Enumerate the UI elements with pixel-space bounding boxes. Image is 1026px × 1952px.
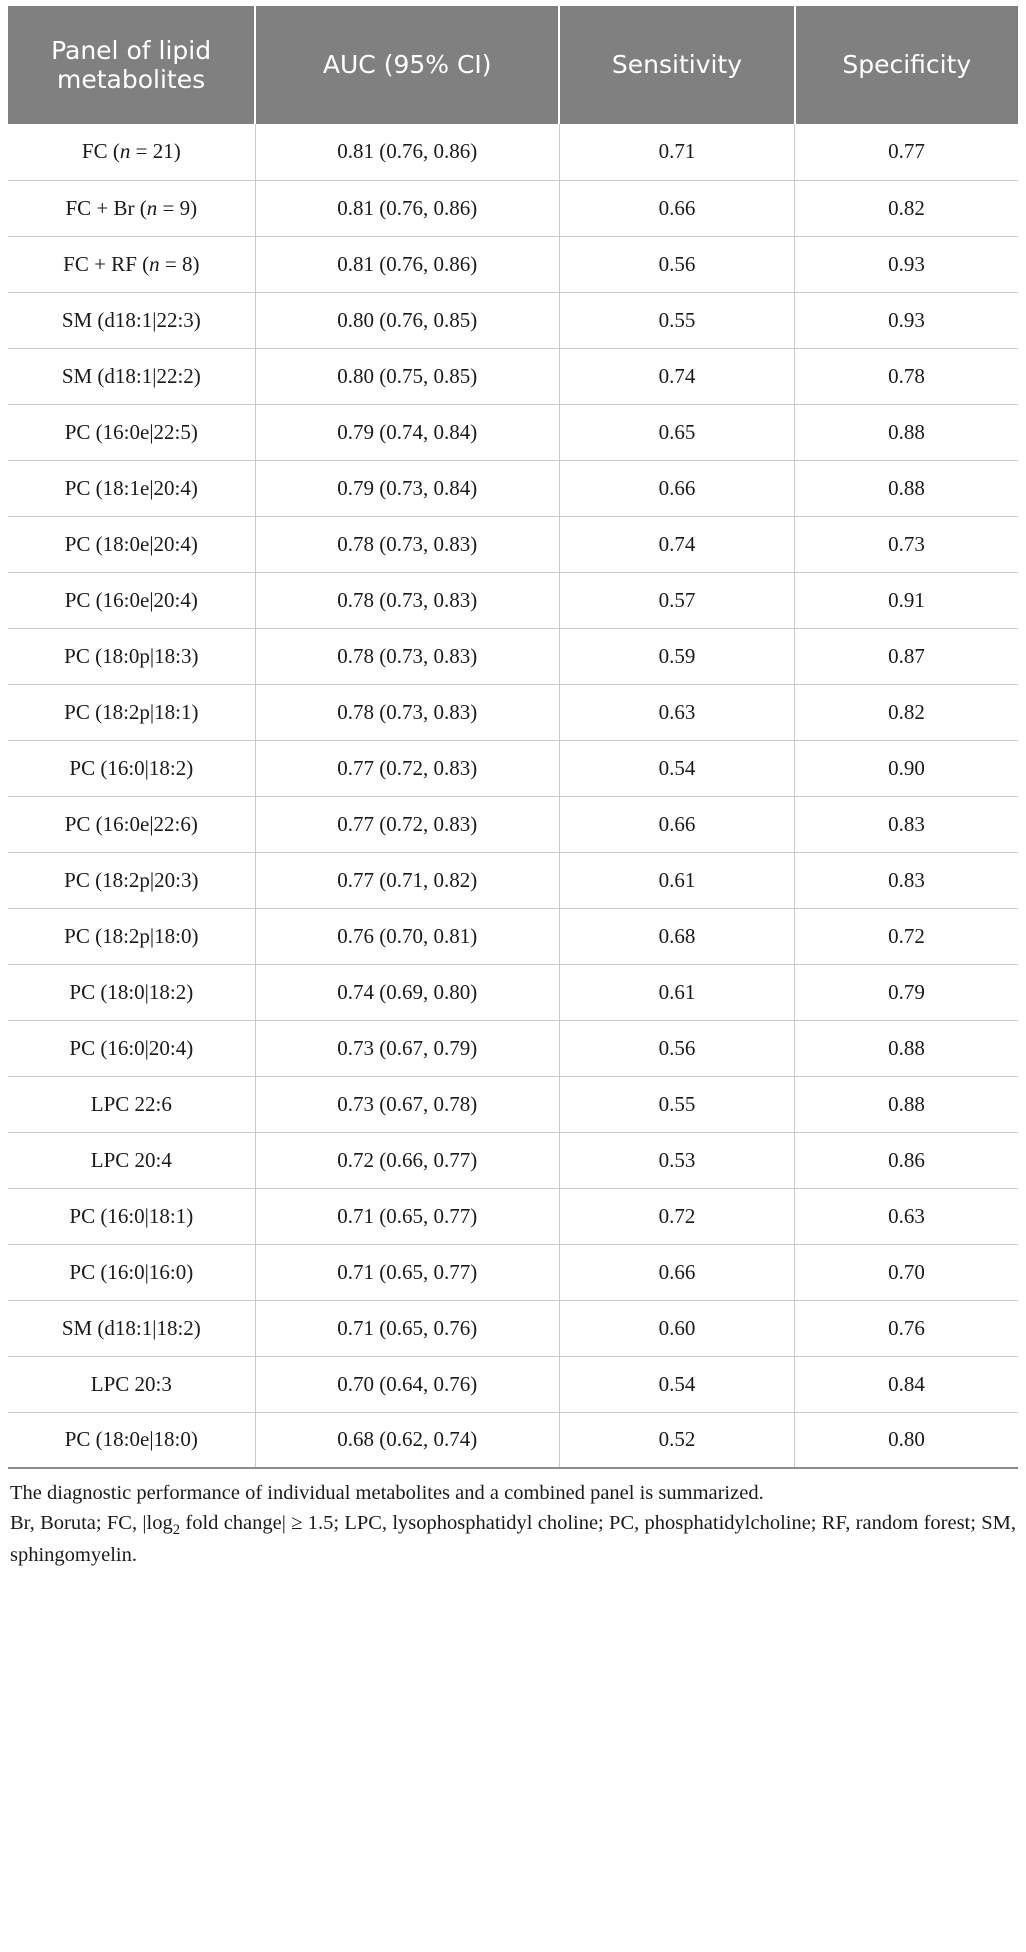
cell-metabolite: PC (16:0|20:4) bbox=[8, 1020, 255, 1076]
header-row bbox=[8, 6, 1018, 124]
cell-sensitivity: 0.57 bbox=[559, 572, 794, 628]
table-row bbox=[8, 516, 1018, 572]
cell-sensitivity: 0.61 bbox=[559, 964, 794, 1020]
table-row bbox=[8, 852, 1018, 908]
cell-specificity: 0.93 bbox=[795, 236, 1018, 292]
cell-specificity: 0.93 bbox=[795, 292, 1018, 348]
cell-metabolite: LPC 22:6 bbox=[8, 1076, 255, 1132]
cell-sensitivity: 0.56 bbox=[559, 236, 794, 292]
table-row bbox=[8, 964, 1018, 1020]
footnote-abbreviations bbox=[10, 1509, 1016, 1570]
cell-auc: 0.68 (0.62, 0.74) bbox=[255, 1412, 559, 1468]
cell-auc: 0.78 (0.73, 0.83) bbox=[255, 572, 559, 628]
cell-sensitivity: 0.71 bbox=[559, 124, 794, 180]
table-header bbox=[8, 6, 1018, 124]
cell-sensitivity: 0.72 bbox=[559, 1188, 794, 1244]
cell-auc: 0.77 (0.72, 0.83) bbox=[255, 796, 559, 852]
cell-sensitivity: 0.54 bbox=[559, 1356, 794, 1412]
table-body bbox=[8, 124, 1018, 1468]
table-row bbox=[8, 628, 1018, 684]
cell-specificity: 0.80 bbox=[795, 1412, 1018, 1468]
cell-metabolite: FC + Br (n = 9) bbox=[8, 180, 255, 236]
cell-metabolite: PC (16:0|18:2) bbox=[8, 740, 255, 796]
cell-specificity: 0.88 bbox=[795, 460, 1018, 516]
table-row bbox=[8, 1132, 1018, 1188]
cell-auc: 0.81 (0.76, 0.86) bbox=[255, 180, 559, 236]
cell-sensitivity: 0.55 bbox=[559, 1076, 794, 1132]
table-row bbox=[8, 1188, 1018, 1244]
cell-specificity: 0.86 bbox=[795, 1132, 1018, 1188]
cell-metabolite: PC (18:0|18:2) bbox=[8, 964, 255, 1020]
cell-specificity: 0.88 bbox=[795, 1076, 1018, 1132]
cell-metabolite: PC (18:0e|18:0) bbox=[8, 1412, 255, 1468]
cell-specificity: 0.76 bbox=[795, 1300, 1018, 1356]
lipid-metabolites-table bbox=[8, 6, 1018, 1469]
cell-auc: 0.80 (0.75, 0.85) bbox=[255, 348, 559, 404]
cell-metabolite: PC (18:2p|20:3) bbox=[8, 852, 255, 908]
cell-auc: 0.77 (0.72, 0.83) bbox=[255, 740, 559, 796]
footnote-abbrev-subscript: 2 bbox=[172, 1522, 181, 1539]
cell-specificity: 0.77 bbox=[795, 124, 1018, 180]
cell-sensitivity: 0.66 bbox=[559, 1244, 794, 1300]
cell-specificity: 0.90 bbox=[795, 740, 1018, 796]
cell-sensitivity: 0.65 bbox=[559, 404, 794, 460]
table-row bbox=[8, 684, 1018, 740]
cell-specificity: 0.82 bbox=[795, 180, 1018, 236]
cell-metabolite: SM (d18:1|22:3) bbox=[8, 292, 255, 348]
cell-auc: 0.79 (0.74, 0.84) bbox=[255, 404, 559, 460]
cell-specificity: 0.70 bbox=[795, 1244, 1018, 1300]
cell-specificity: 0.72 bbox=[795, 908, 1018, 964]
footnote-description: The diagnostic performance of individual metabolites and a combined panel is summarized. bbox=[10, 1482, 764, 1504]
cell-auc: 0.80 (0.76, 0.85) bbox=[255, 292, 559, 348]
cell-metabolite: PC (18:0p|18:3) bbox=[8, 628, 255, 684]
table-row bbox=[8, 796, 1018, 852]
cell-specificity: 0.63 bbox=[795, 1188, 1018, 1244]
cell-specificity: 0.87 bbox=[795, 628, 1018, 684]
cell-specificity: 0.79 bbox=[795, 964, 1018, 1020]
cell-specificity: 0.88 bbox=[795, 404, 1018, 460]
table-row bbox=[8, 1020, 1018, 1076]
cell-auc: 0.71 (0.65, 0.76) bbox=[255, 1300, 559, 1356]
cell-auc: 0.76 (0.70, 0.81) bbox=[255, 908, 559, 964]
footnote-abbrev-prefix: Br, Boruta; FC, |log bbox=[10, 1512, 173, 1535]
cell-metabolite: LPC 20:4 bbox=[8, 1132, 255, 1188]
cell-metabolite: SM (d18:1|18:2) bbox=[8, 1300, 255, 1356]
table-row bbox=[8, 180, 1018, 236]
cell-metabolite: PC (18:0e|20:4) bbox=[8, 516, 255, 572]
table-row bbox=[8, 1356, 1018, 1412]
column-header-specificity: Specificity bbox=[795, 6, 1018, 124]
table-footnotes bbox=[8, 1479, 1018, 1570]
cell-auc: 0.72 (0.66, 0.77) bbox=[255, 1132, 559, 1188]
cell-auc: 0.77 (0.71, 0.82) bbox=[255, 852, 559, 908]
cell-metabolite: PC (16:0|18:1) bbox=[8, 1188, 255, 1244]
cell-metabolite: PC (16:0|16:0) bbox=[8, 1244, 255, 1300]
cell-metabolite: PC (16:0e|22:6) bbox=[8, 796, 255, 852]
cell-sensitivity: 0.59 bbox=[559, 628, 794, 684]
cell-specificity: 0.83 bbox=[795, 796, 1018, 852]
cell-metabolite: LPC 20:3 bbox=[8, 1356, 255, 1412]
cell-auc: 0.78 (0.73, 0.83) bbox=[255, 628, 559, 684]
cell-sensitivity: 0.60 bbox=[559, 1300, 794, 1356]
cell-sensitivity: 0.63 bbox=[559, 684, 794, 740]
cell-specificity: 0.83 bbox=[795, 852, 1018, 908]
cell-specificity: 0.73 bbox=[795, 516, 1018, 572]
table-row bbox=[8, 1076, 1018, 1132]
cell-metabolite: PC (16:0e|22:5) bbox=[8, 404, 255, 460]
table-row bbox=[8, 124, 1018, 180]
cell-metabolite: PC (18:2p|18:0) bbox=[8, 908, 255, 964]
table-row bbox=[8, 740, 1018, 796]
cell-specificity: 0.84 bbox=[795, 1356, 1018, 1412]
cell-specificity: 0.78 bbox=[795, 348, 1018, 404]
table-row bbox=[8, 404, 1018, 460]
cell-sensitivity: 0.68 bbox=[559, 908, 794, 964]
column-header-panel: Panel of lipid metabolites bbox=[8, 6, 255, 124]
cell-sensitivity: 0.66 bbox=[559, 460, 794, 516]
cell-auc: 0.78 (0.73, 0.83) bbox=[255, 684, 559, 740]
table-row bbox=[8, 460, 1018, 516]
cell-metabolite: SM (d18:1|22:2) bbox=[8, 348, 255, 404]
cell-auc: 0.74 (0.69, 0.80) bbox=[255, 964, 559, 1020]
cell-sensitivity: 0.74 bbox=[559, 516, 794, 572]
table-row bbox=[8, 908, 1018, 964]
table-row bbox=[8, 292, 1018, 348]
cell-metabolite: PC (18:1e|20:4) bbox=[8, 460, 255, 516]
cell-auc: 0.73 (0.67, 0.78) bbox=[255, 1076, 559, 1132]
table-row bbox=[8, 1244, 1018, 1300]
cell-metabolite: FC + RF (n = 8) bbox=[8, 236, 255, 292]
cell-sensitivity: 0.55 bbox=[559, 292, 794, 348]
cell-specificity: 0.82 bbox=[795, 684, 1018, 740]
footnote-abbrev-suffix: fold change| ≥ 1.5; LPC, lysophosphatidyl choline; PC, phosphatidylcholine; RF, random forest; SM, sphingomyelin. bbox=[10, 1512, 1017, 1567]
cell-auc: 0.71 (0.65, 0.77) bbox=[255, 1244, 559, 1300]
cell-metabolite: PC (16:0e|20:4) bbox=[8, 572, 255, 628]
cell-sensitivity: 0.74 bbox=[559, 348, 794, 404]
cell-sensitivity: 0.66 bbox=[559, 180, 794, 236]
cell-auc: 0.73 (0.67, 0.79) bbox=[255, 1020, 559, 1076]
cell-auc: 0.70 (0.64, 0.76) bbox=[255, 1356, 559, 1412]
cell-sensitivity: 0.56 bbox=[559, 1020, 794, 1076]
cell-metabolite: FC (n = 21) bbox=[8, 124, 255, 180]
cell-auc: 0.79 (0.73, 0.84) bbox=[255, 460, 559, 516]
cell-sensitivity: 0.52 bbox=[559, 1412, 794, 1468]
column-header-auc: AUC (95% CI) bbox=[255, 6, 559, 124]
table-row bbox=[8, 572, 1018, 628]
cell-auc: 0.81 (0.76, 0.86) bbox=[255, 236, 559, 292]
cell-auc: 0.71 (0.65, 0.77) bbox=[255, 1188, 559, 1244]
table-row bbox=[8, 1300, 1018, 1356]
cell-specificity: 0.88 bbox=[795, 1020, 1018, 1076]
cell-sensitivity: 0.53 bbox=[559, 1132, 794, 1188]
cell-metabolite: PC (18:2p|18:1) bbox=[8, 684, 255, 740]
column-header-sensitivity: Sensitivity bbox=[559, 6, 794, 124]
cell-sensitivity: 0.66 bbox=[559, 796, 794, 852]
cell-auc: 0.81 (0.76, 0.86) bbox=[255, 124, 559, 180]
cell-sensitivity: 0.61 bbox=[559, 852, 794, 908]
table-row bbox=[8, 348, 1018, 404]
table-row bbox=[8, 1412, 1018, 1468]
cell-sensitivity: 0.54 bbox=[559, 740, 794, 796]
cell-auc: 0.78 (0.73, 0.83) bbox=[255, 516, 559, 572]
cell-specificity: 0.91 bbox=[795, 572, 1018, 628]
table-row bbox=[8, 236, 1018, 292]
